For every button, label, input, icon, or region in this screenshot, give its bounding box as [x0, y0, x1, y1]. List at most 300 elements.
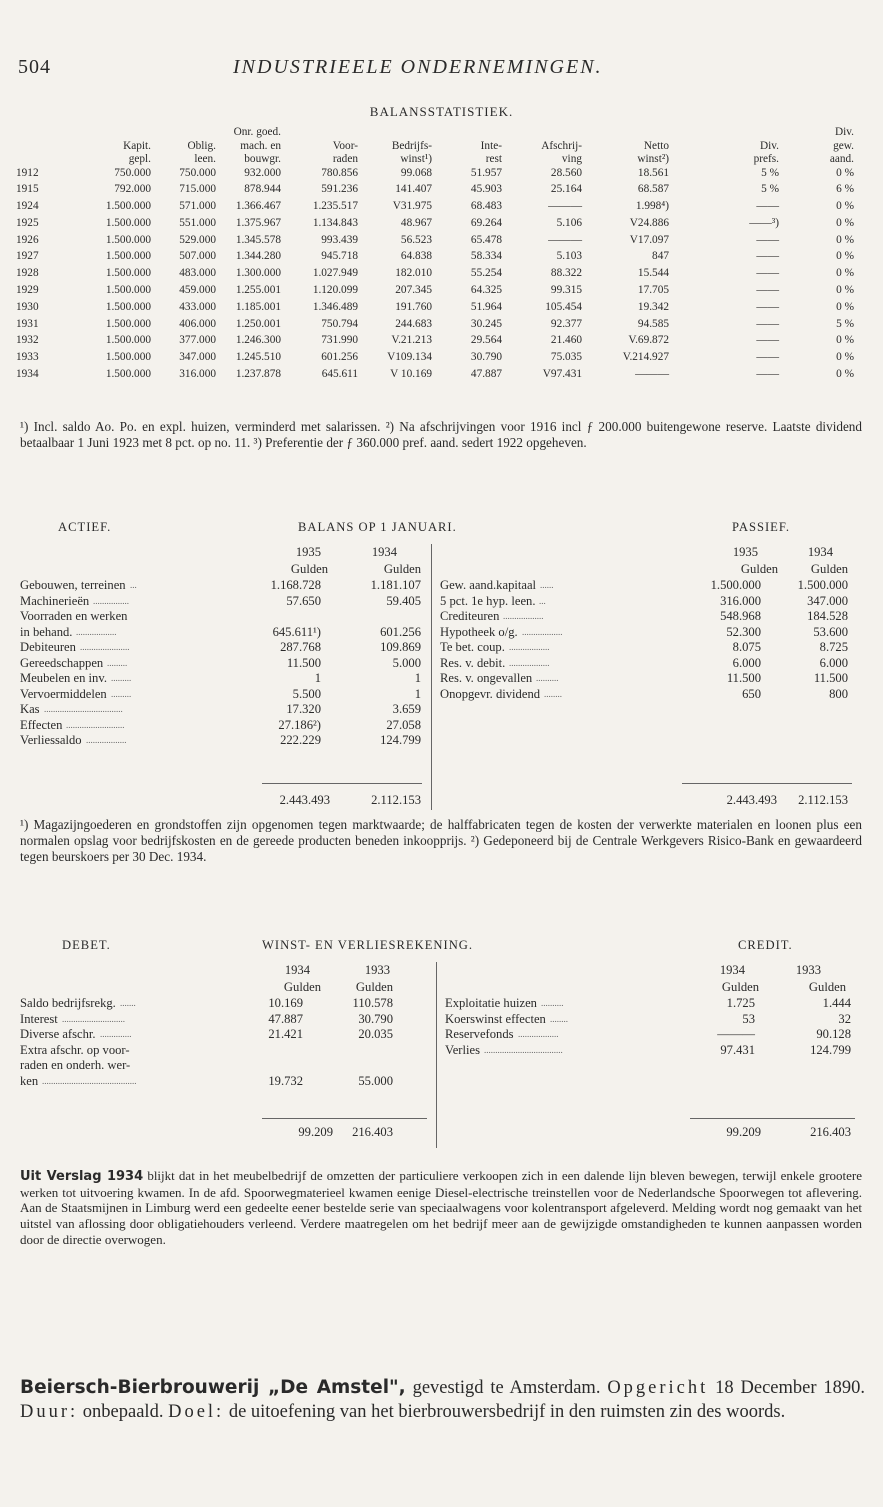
value-cell: 1.246.300 — [235, 334, 281, 347]
value-cell: 21.460 — [550, 334, 582, 347]
entry-value: 184.528 — [807, 609, 848, 623]
leader-dots: ......... — [111, 688, 132, 699]
leader-dots: .................. — [518, 1029, 559, 1040]
value-cell: 377.000 — [179, 334, 216, 347]
value-cell: 1.344.280 — [235, 250, 281, 263]
year-cell: 1934 — [16, 368, 39, 381]
value-cell: 1.120.099 — [312, 284, 358, 297]
year-header: 1933 — [364, 963, 390, 977]
entry-label: Effecten — [20, 717, 63, 732]
entry-label: Vervoermiddelen — [20, 686, 107, 701]
value-cell: 0 % — [836, 250, 854, 263]
column-header: winst¹) — [400, 153, 432, 165]
value-cell: 750.794 — [321, 317, 358, 330]
entry-label: Onopgevr. dividend — [440, 686, 541, 701]
value-cell: 1.134.843 — [312, 216, 358, 229]
value-cell: —— — [756, 368, 779, 381]
balance-sheet — [0, 520, 883, 810]
leader-dots: ...... — [540, 580, 554, 590]
table-row — [12, 318, 874, 335]
value-cell: 47.887 — [470, 368, 502, 381]
table-body — [12, 167, 874, 385]
value-cell: —— — [756, 300, 779, 313]
value-cell: 1.500.000 — [105, 351, 151, 364]
leader-dots: .................. — [509, 657, 550, 668]
entry-value: 316.000 — [720, 593, 761, 608]
value-cell: 5.106 — [556, 216, 582, 229]
table-header-row — [12, 153, 874, 167]
entry-value: 97.431 — [720, 1042, 755, 1057]
value-cell: 645.611 — [321, 368, 358, 381]
entry-value: 11.500 — [726, 671, 761, 685]
leader-dots: .................. — [86, 735, 127, 745]
column-divider — [431, 544, 432, 810]
value-cell: 15.544 — [637, 267, 669, 280]
table-header-row — [12, 140, 874, 154]
entry-value: 1.181.107 — [370, 578, 421, 592]
year-header: 1935 — [295, 545, 321, 559]
value-cell: 347.000 — [179, 351, 216, 364]
leader-dots: ........ — [550, 1013, 568, 1024]
unit-header: Gulden — [740, 562, 778, 576]
value-cell: 244.683 — [395, 317, 432, 330]
entry-label: Hypotheek o/g. — [440, 624, 518, 639]
column-header: leen. — [194, 153, 216, 165]
purpose-label: Doel: — [168, 1402, 225, 1422]
leader-dots: .......................................... — [42, 1076, 137, 1086]
leader-dots: ............................ — [62, 1013, 125, 1024]
value-cell: —— — [756, 351, 779, 364]
table-row — [12, 183, 874, 200]
column-header: Bedrijfs- — [391, 139, 432, 152]
value-cell: 932.000 — [244, 166, 281, 179]
value-cell: 55.254 — [470, 267, 502, 280]
column-header: raden — [332, 153, 358, 165]
entry-label: Debiteuren — [20, 640, 76, 654]
entry-label: Koerswinst effecten — [445, 1011, 546, 1026]
total-value: 216.403 — [810, 1125, 851, 1139]
year-cell: 1925 — [16, 216, 39, 229]
column-header: prefs. — [753, 153, 779, 165]
value-cell: 1.245.510 — [235, 351, 281, 364]
value-cell: V24.886 — [629, 216, 669, 229]
entry-value: 650 — [742, 686, 761, 701]
year-cell: 1927 — [16, 250, 39, 263]
value-cell: —— — [756, 267, 779, 280]
entry-label: Saldo bedrijfsrekg. — [20, 996, 116, 1010]
value-cell: V109.134 — [387, 351, 432, 364]
column-header: Netto — [643, 139, 669, 152]
entry-value: 287.768 — [280, 640, 321, 654]
profit-loss-account — [0, 938, 883, 1148]
value-cell: V 10.169 — [390, 368, 432, 381]
total-rule — [690, 1118, 855, 1119]
column-header: ving — [561, 153, 582, 165]
debet-title: DEBET. — [62, 938, 111, 952]
entry-value: 5.500 — [292, 686, 321, 701]
year-header: 1934 — [284, 963, 310, 977]
value-cell: 5 % — [761, 183, 779, 196]
entry-label: raden en onderh. wer- — [20, 1058, 131, 1073]
value-cell: 1.500.000 — [105, 250, 151, 263]
value-cell: 0 % — [836, 334, 854, 347]
report-lead: Uit Verslag 1934 — [20, 1169, 144, 1184]
note-text: ¹) Magazijngoederen en grondstoffen zijn opgenomen tegen marktwaarde; de halffabricaten tegen de kosten der verwerkte materialen en loonen plus een normalen opslag voor bedrijfskosten en de gereede producten beneden inkoopprijs. ²) Gedeponeerd bij de Centrale Werkgevers Risico-Bank en gewaardeerd tegen beurskoers per 30 Dec. 1934. — [20, 817, 862, 864]
value-cell: 99.315 — [550, 284, 582, 297]
entry-value: 3.659 — [392, 702, 421, 716]
column-header: Oblig. — [187, 139, 216, 152]
value-cell: 92.377 — [550, 317, 582, 330]
value-cell: 0 % — [836, 284, 854, 297]
value-cell: 1.235.517 — [312, 200, 358, 213]
value-cell: —— — [756, 233, 779, 246]
entry-label: Verliessaldo — [20, 733, 82, 747]
duration-label: Duur: — [20, 1402, 79, 1422]
unit-header: Gulden — [808, 980, 846, 994]
value-cell: 1.500.000 — [105, 284, 151, 297]
total-value: 2.443.493 — [279, 793, 330, 807]
entry-value: 11.500 — [813, 671, 848, 685]
value-cell: 28.560 — [550, 166, 582, 179]
value-cell: 1.366.467 — [235, 200, 281, 213]
entry-value: 21.421 — [268, 1027, 303, 1042]
table-row — [12, 301, 874, 318]
pl-title: WINST- EN VERLIESREKENING. — [262, 938, 474, 952]
annual-report-paragraph — [20, 1168, 862, 1248]
year-header: 1934 — [807, 545, 833, 559]
entry-label: Machinerieën — [20, 593, 90, 608]
value-cell: 0 % — [836, 300, 854, 313]
value-cell: 5 % — [761, 166, 779, 179]
entry-value: 1.725 — [726, 996, 755, 1010]
table-row — [12, 167, 874, 184]
value-cell: 191.760 — [395, 300, 432, 313]
value-cell: 68.587 — [637, 183, 669, 196]
entry-value: 6.000 — [819, 655, 848, 670]
entry-value: 47.887 — [268, 1011, 303, 1026]
value-cell: 993.439 — [321, 233, 358, 246]
leader-dots: ................................... — [44, 704, 123, 714]
entry-value: 19.732 — [268, 1074, 303, 1088]
entry-value: 1.168.728 — [270, 578, 321, 592]
total-rule — [262, 783, 422, 784]
value-cell: 29.564 — [470, 334, 502, 347]
entry-value: ——— — [717, 1027, 755, 1042]
running-title: INDUSTRIEELE ONDERNEMINGEN. — [233, 56, 603, 78]
value-cell: 316.000 — [179, 368, 216, 381]
entry-value: 20.035 — [358, 1027, 393, 1042]
column-header: rest — [485, 153, 502, 165]
column-header: winst²) — [637, 153, 669, 165]
year-cell: 1930 — [16, 300, 39, 313]
entry-label: Gebouwen, terreinen — [20, 578, 126, 592]
value-cell: V17.097 — [629, 233, 669, 246]
leader-dots: .............. — [100, 1029, 132, 1040]
value-cell: 507.000 — [179, 250, 216, 263]
entry-value: 601.256 — [380, 624, 421, 639]
value-cell: 51.957 — [470, 166, 502, 179]
leader-dots: ................................... — [484, 1044, 563, 1055]
value-cell: 30.790 — [470, 351, 502, 364]
footnote-text: ¹) Incl. saldo Ao. Po. en expl. huizen, verminderd met salarissen. ²) Na afschrijvingen voor 1916 incl ƒ 200.000 buitengewone reserve. Laatste dividend betaalbaar 1 Juni 1923 met 8 pct. op no. 11. ³) Preferentie der ƒ 360.000 pref. aand. sedert 1922 opgeheven. — [20, 419, 862, 450]
value-cell: 1.500.000 — [105, 200, 151, 213]
value-cell: 847 — [652, 250, 669, 263]
entry-value: 1 — [414, 686, 421, 701]
report-text: blijkt dat in het meubelbedrijf de omzetten der particuliere verkoopen zich in een dalende lijn bleven bewegen, terwijl enkele grootere werken tot uitvoering kwamen. In de afd. Spoorwegmaterieel kwamen eenige Diesel-electrische treinstellen voor de Nederlandsche Spoorwegen tot aflevering. Aan de Staatsmijnen in Limburg werd een gedeelte eener bestelde serie van speciaalwagens voor kolentransport afgeleverd. Melding wordt nog gemaakt van het uitstel van aflossing door obligatiehouders verleend. Verdere maatregelen om het bedrijf meer aan de gewijzigde omstandigheden te kunnen aanpassen worden door de directie overwogen. — [20, 1168, 863, 1247]
entry-value: 53.600 — [813, 624, 848, 639]
company-name: Beiersch-Bierbrouwerij „De Amstel", — [20, 1377, 406, 1398]
entry-value: 27.058 — [386, 717, 421, 732]
value-cell: 65.478 — [470, 233, 502, 246]
value-cell: 0 % — [836, 351, 854, 364]
column-header: Kapit. — [123, 139, 151, 152]
column-header: Div. — [834, 126, 854, 138]
value-cell: 1.185.001 — [235, 300, 281, 313]
duration-value: onbepaald. — [82, 1402, 164, 1422]
year-cell: 1924 — [16, 200, 39, 213]
entry-value: 1 — [314, 671, 321, 685]
value-cell: —— — [756, 284, 779, 297]
value-cell: 0 % — [836, 267, 854, 280]
value-cell: 48.967 — [400, 216, 432, 229]
value-cell: 551.000 — [179, 216, 216, 229]
leader-dots: ........ — [544, 688, 562, 699]
value-cell: 45.903 — [470, 183, 502, 196]
column-header: bouwgr. — [244, 153, 281, 165]
value-cell: 1.500.000 — [105, 233, 151, 246]
entry-label: Interest — [20, 1011, 58, 1026]
leader-dots: .................. — [522, 626, 563, 637]
value-cell: ——— — [548, 200, 582, 213]
entry-label: Gew. aand.kapitaal — [440, 578, 537, 592]
unit-header: Gulden — [721, 980, 759, 994]
unit-header: Gulden — [383, 562, 421, 576]
entry-value: 124.799 — [810, 1042, 851, 1057]
value-cell: 571.000 — [179, 200, 216, 213]
value-cell: ——— — [548, 233, 582, 246]
leader-dots: ......... — [111, 673, 132, 683]
year-cell: 1931 — [16, 317, 39, 330]
leader-dots: .......... — [536, 673, 559, 683]
total-value: 2.443.493 — [726, 793, 777, 807]
value-cell: 459.000 — [179, 284, 216, 297]
value-cell: 731.990 — [321, 334, 358, 347]
leader-dots: ...................... — [80, 642, 130, 652]
table-row — [12, 267, 874, 284]
year-header: 1934 — [719, 963, 745, 977]
balance-statistics-table — [12, 126, 874, 385]
value-cell: ——— — [635, 368, 669, 381]
entry-label: ken — [20, 1074, 39, 1088]
year-cell: 1933 — [16, 351, 39, 364]
table-row — [12, 368, 874, 385]
value-cell: 99.068 — [400, 166, 432, 179]
value-cell: 68.483 — [470, 200, 502, 213]
value-cell: 750.000 — [114, 166, 151, 179]
table-row — [12, 234, 874, 251]
purpose-text: de uitoefening van het bierbrouwersbedrijf in den ruimsten zin des woords. — [228, 1402, 786, 1422]
entry-value: 8.725 — [819, 640, 848, 654]
table-row — [12, 351, 874, 368]
column-header: mach. en — [240, 139, 281, 152]
total-value: 2.112.153 — [798, 793, 848, 807]
value-cell: 1.500.000 — [105, 216, 151, 229]
value-cell: 601.256 — [321, 351, 358, 364]
value-cell: 1.500.000 — [105, 300, 151, 313]
entry-value: 57.650 — [286, 593, 321, 608]
page-number: 504 — [18, 56, 51, 78]
year-cell: 1929 — [16, 284, 39, 297]
company-entry — [20, 1376, 865, 1424]
entry-value: 6.000 — [732, 655, 761, 670]
year-cell: 1928 — [16, 267, 39, 280]
entry-value: 1 — [414, 671, 421, 685]
table-row — [12, 250, 874, 267]
entry-label: Res. v. debit. — [440, 655, 506, 670]
value-cell: V97.431 — [542, 368, 582, 381]
value-cell: 19.342 — [637, 300, 669, 313]
entry-value: 1.500.000 — [710, 578, 761, 592]
value-cell: 1.250.001 — [235, 317, 281, 330]
entry-value: 59.405 — [386, 593, 421, 608]
entry-value: 90.128 — [816, 1027, 851, 1042]
entry-value: 800 — [829, 686, 848, 701]
value-cell: V.214.927 — [622, 351, 669, 364]
entry-label: Reservefonds — [445, 1027, 514, 1042]
value-cell: 1.345.578 — [235, 233, 281, 246]
entry-value: 30.790 — [358, 1011, 393, 1026]
value-cell: V31.975 — [392, 200, 432, 213]
value-cell: 406.000 — [179, 317, 216, 330]
actief-title: ACTIEF. — [58, 520, 112, 534]
entry-label: Res. v. ongevallen — [440, 671, 533, 685]
column-header: Inte- — [480, 139, 502, 152]
year-header: 1934 — [371, 545, 397, 559]
company-seat: gevestigd te Amsterdam. — [412, 1378, 601, 1398]
entry-value: 645.611¹) — [272, 624, 321, 639]
value-cell: 30.245 — [470, 317, 502, 330]
value-cell: 64.325 — [470, 284, 502, 297]
leader-dots: .................. — [509, 642, 550, 652]
value-cell: 5 % — [836, 317, 854, 330]
entry-label: Diverse afschr. — [20, 1027, 96, 1042]
year-cell: 1926 — [16, 233, 39, 246]
entry-value: 5.000 — [392, 655, 421, 670]
total-value: 99.209 — [726, 1125, 761, 1139]
column-header: aand. — [829, 153, 854, 165]
entry-value: 17.320 — [286, 702, 321, 716]
year-header: 1935 — [732, 545, 758, 559]
entry-value: 10.169 — [268, 996, 303, 1010]
value-cell: —— — [756, 317, 779, 330]
passief-title: PASSIEF. — [732, 520, 790, 534]
total-value: 99.209 — [298, 1125, 333, 1139]
value-cell: 780.856 — [321, 166, 358, 179]
value-cell: 0 % — [836, 216, 854, 229]
value-cell: —— — [756, 334, 779, 347]
entry-value: 11.500 — [286, 655, 321, 670]
value-cell: 591.236 — [321, 183, 358, 196]
entry-value: 27.186²) — [278, 717, 321, 732]
value-cell: 878.944 — [244, 183, 281, 196]
column-header: gepl. — [128, 153, 151, 165]
entry-label: Crediteuren — [440, 609, 500, 623]
entry-value: 222.229 — [280, 733, 321, 747]
entry-value: 109.869 — [380, 640, 421, 654]
value-cell: 1.998⁴) — [635, 200, 669, 213]
unit-header: Gulden — [355, 980, 393, 994]
entry-label: 5 pct. 1e hyp. leen. — [440, 593, 536, 608]
leader-dots: .......... — [541, 998, 564, 1008]
value-cell: —— — [756, 250, 779, 263]
year-cell: 1932 — [16, 334, 39, 347]
value-cell: 945.718 — [321, 250, 358, 263]
value-cell: 51.964 — [470, 300, 502, 313]
value-cell: —— — [756, 200, 779, 213]
entry-label: Verlies — [445, 1042, 480, 1057]
entry-label: Meubelen en inv. — [20, 671, 107, 685]
entry-value: 347.000 — [807, 593, 848, 608]
value-cell: 0 % — [836, 368, 854, 381]
stats-footnotes — [20, 419, 862, 451]
entry-label: Voorraden en werken — [20, 609, 128, 623]
entry-value: 1.500.000 — [797, 578, 848, 592]
leader-dots: .................. — [503, 611, 544, 621]
value-cell: 18.561 — [637, 166, 669, 179]
value-cell: 0 % — [836, 200, 854, 213]
value-cell: 141.407 — [395, 183, 432, 196]
total-value: 216.403 — [352, 1125, 393, 1139]
total-value: 2.112.153 — [371, 793, 421, 807]
entry-value: 55.000 — [358, 1074, 393, 1088]
entry-value: 52.300 — [726, 624, 761, 639]
value-cell: 433.000 — [179, 300, 216, 313]
value-cell: 94.585 — [637, 317, 669, 330]
value-cell: 750.000 — [179, 166, 216, 179]
column-header: Voor- — [332, 139, 358, 152]
value-cell: 6 % — [836, 183, 854, 196]
value-cell: 1.027.949 — [312, 267, 358, 280]
table-header-row — [12, 126, 874, 140]
unit-header: Gulden — [290, 562, 328, 576]
table-row — [12, 334, 874, 351]
value-cell: ——³) — [749, 216, 779, 229]
value-cell: V.21.213 — [391, 334, 432, 347]
value-cell: 1.237.878 — [235, 368, 281, 381]
balance-notes — [20, 817, 862, 865]
value-cell: 88.322 — [550, 267, 582, 280]
value-cell: 64.838 — [400, 250, 432, 263]
value-cell: 792.000 — [114, 183, 151, 196]
value-cell: 529.000 — [179, 233, 216, 246]
total-rule — [682, 783, 852, 784]
unit-header: Gulden — [810, 562, 848, 576]
leader-dots: ... — [130, 580, 137, 590]
value-cell: 1.500.000 — [105, 368, 151, 381]
value-cell: 1.255.001 — [235, 284, 281, 297]
value-cell: 58.334 — [470, 250, 502, 263]
value-cell: 1.500.000 — [105, 267, 151, 280]
value-cell: 483.000 — [179, 267, 216, 280]
entry-value: 1.444 — [822, 996, 851, 1010]
column-header: gew. — [833, 139, 854, 152]
column-header: Div. — [759, 139, 779, 152]
year-header: 1933 — [795, 963, 821, 977]
table-row — [12, 217, 874, 234]
entry-value: 110.578 — [352, 996, 393, 1010]
balance-title: BALANS OP 1 JANUARI. — [298, 520, 457, 534]
value-cell: 1.500.000 — [105, 334, 151, 347]
